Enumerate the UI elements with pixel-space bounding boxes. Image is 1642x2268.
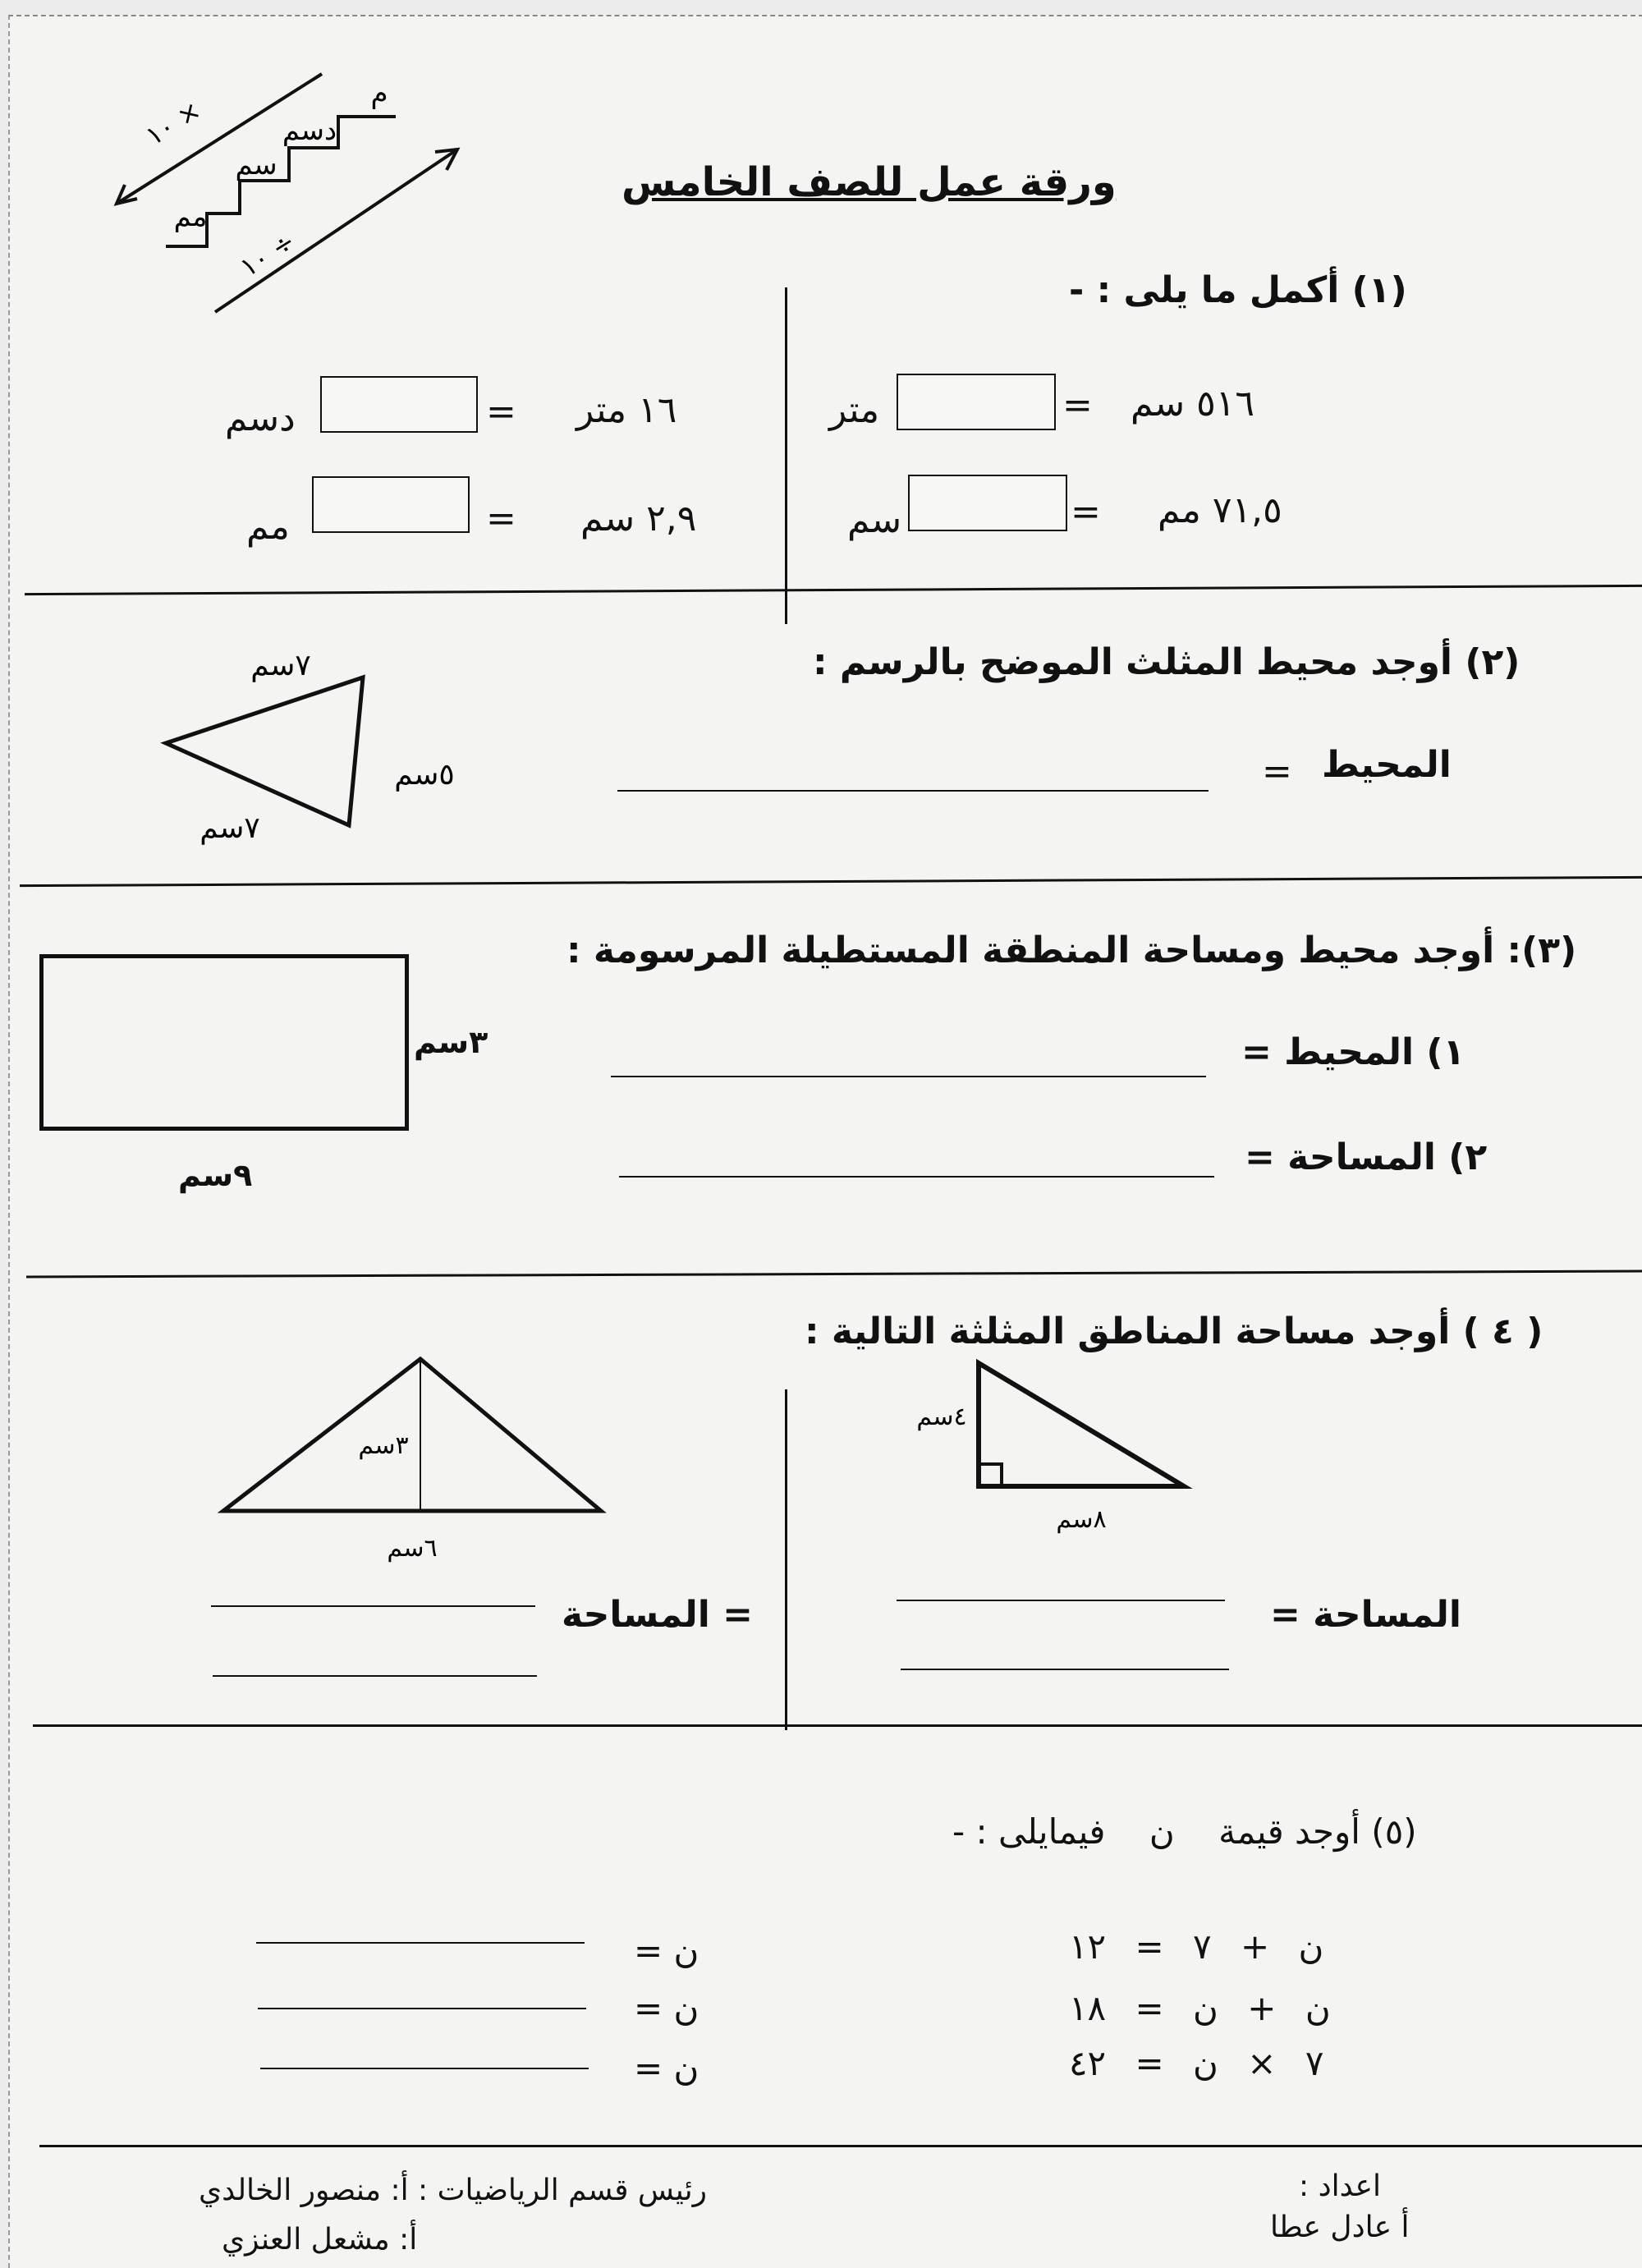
q1-item1-equals: =: [1062, 384, 1093, 426]
q5-heading-tail: فيمايلى : -: [952, 1811, 1106, 1852]
section-divider-3: [26, 1270, 1642, 1279]
q4-divider: [785, 1389, 787, 1730]
q3-rect-width-label: ٩سم: [178, 1157, 253, 1193]
multiply-label: × ١٠: [140, 94, 207, 152]
eq-term: ٧: [1193, 1926, 1212, 1967]
q5-answer3-line[interactable]: [260, 2068, 589, 2069]
unit-cm: سم: [235, 149, 277, 181]
q4-isosceles-triangle: [207, 1338, 634, 1563]
q1-item2-answer-box[interactable]: [908, 475, 1067, 531]
q5-heading-text: (٥) أوجد قيمة: [1218, 1811, 1417, 1852]
unit-dm: دسم: [282, 114, 337, 147]
section-divider-5: [39, 2145, 1642, 2147]
q1-item3-answer-box[interactable]: [320, 376, 478, 433]
q2-side-top: ٧سم: [250, 649, 311, 682]
q5-heading: [952, 1811, 1417, 1852]
page-title: ورقة عمل للصف الخامس: [621, 159, 1117, 205]
q4-right-base-label: ٨سم: [1056, 1505, 1107, 1534]
q3-perimeter-label: ١) المحيط =: [1241, 1031, 1465, 1073]
q1-item1-value: ٥١٦ سم: [1131, 383, 1255, 425]
eq-result: ٤٢: [1069, 2043, 1107, 2083]
q5-answer2-line[interactable]: [258, 2008, 586, 2009]
eq-op: ×: [1247, 2043, 1277, 2083]
q1-item1-answer-box[interactable]: [897, 374, 1056, 430]
q3-rect-height-label: ٣سم: [414, 1024, 488, 1060]
q5-variable: ن: [1149, 1811, 1175, 1852]
eq-equals: =: [1135, 1926, 1164, 1967]
q2-side-bottom: ٧سم: [200, 811, 260, 845]
q1-item4-answer-box[interactable]: [312, 476, 470, 533]
eq-result: ١٢: [1069, 1926, 1107, 1967]
eq-result: ١٨: [1069, 1988, 1107, 2028]
q5-answer3-label: ن =: [634, 2048, 699, 2088]
q4-left-area-label: = المساحة: [562, 1594, 753, 1636]
q4-right-answer-line-2[interactable]: [901, 1669, 1229, 1670]
section-divider-2: [20, 876, 1642, 887]
q1-item3-unit: دسم: [225, 397, 296, 439]
section-divider-1: [25, 585, 1642, 595]
eq-term: ٧: [1305, 2043, 1324, 2083]
q4-heading: ( ٤ ) أوجد مساحة المناطق المثلثة التالية :: [805, 1311, 1543, 1352]
q1-item4-unit: مم: [246, 506, 290, 548]
section-divider-4: [33, 1724, 1642, 1727]
q1-item4-value: ٢,٩ سم: [580, 498, 697, 539]
q3-heading: (٣): أوجد محيط ومساحة المنطقة المستطيلة المرسومة :: [566, 930, 1577, 971]
q5-eq2: [1069, 1988, 1331, 2028]
unit-mm: مم: [173, 200, 208, 233]
q3-area-label: ٢) المساحة =: [1245, 1136, 1488, 1178]
q3-area-answer-line[interactable]: [619, 1176, 1214, 1178]
q2-triangle: [141, 640, 552, 862]
q5-eq3: [1069, 2043, 1324, 2083]
worksheet-page: [8, 15, 1642, 2268]
footer-prepared-by-label: اعداد :: [1299, 2169, 1381, 2203]
q3-rectangle: [39, 954, 409, 1131]
eq-term: ن: [1193, 1988, 1218, 2028]
q1-item3-equals: =: [486, 391, 516, 433]
q5-answer2-label: ن =: [634, 1988, 699, 2028]
q1-item4-equals: =: [486, 498, 516, 539]
q4-right-triangle: [905, 1347, 1200, 1536]
footer-head-of-dept: رئيس قسم الرياضيات : أ: منصور الخالدي: [199, 2174, 708, 2207]
q2-perimeter-label: المحيط: [1322, 744, 1452, 786]
unit-conversion-diagram: [92, 57, 552, 320]
divide-label: ÷ ١٠: [234, 225, 301, 283]
q4-iso-height-label: ٣سم: [358, 1431, 409, 1460]
eq-equals: =: [1135, 2043, 1164, 2083]
q5-answer1-line[interactable]: [256, 1942, 585, 1944]
q4-right-area-label: المساحة =: [1270, 1594, 1461, 1636]
q1-heading: (١) أكمل ما يلى : -: [1069, 269, 1407, 311]
q1-item3-value: ١٦ متر: [576, 389, 677, 431]
q4-right-height-label: ٤سم: [916, 1403, 967, 1431]
q1-divider: [785, 287, 787, 624]
q2-equals: =: [1262, 751, 1292, 792]
eq-term: ن: [1298, 1926, 1324, 1967]
q1-item2-value: ٧١,٥ مم: [1158, 489, 1282, 531]
eq-op: +: [1240, 1926, 1270, 1967]
q5-answer1-label: ن =: [634, 1931, 699, 1971]
q2-answer-line[interactable]: [617, 790, 1209, 792]
q4-left-answer-line-1[interactable]: [211, 1605, 535, 1607]
q3-perimeter-answer-line[interactable]: [611, 1076, 1206, 1077]
footer-prepared-by-name: أ عادل عطا: [1270, 2211, 1410, 2244]
eq-term: ن: [1305, 1988, 1331, 2028]
q2-heading: (٢) أوجد محيط المثلث الموضح بالرسم :: [813, 641, 1520, 683]
q4-iso-base-label: ٦سم: [387, 1534, 438, 1563]
q1-item2-equals: =: [1071, 491, 1101, 533]
footer-second-teacher: أ: مشعل العنزي: [222, 2223, 418, 2257]
eq-equals: =: [1135, 1988, 1164, 2028]
q1-item1-unit: متر: [829, 389, 880, 431]
q4-right-answer-line-1[interactable]: [897, 1600, 1225, 1601]
eq-op: +: [1247, 1988, 1277, 2028]
q4-left-answer-line-2[interactable]: [213, 1675, 537, 1677]
unit-m: م: [370, 77, 388, 110]
q2-side-right: ٥سم: [394, 758, 455, 792]
eq-term: ن: [1193, 2043, 1218, 2083]
q1-item2-unit: سم: [847, 499, 902, 541]
q5-eq1: [1069, 1926, 1324, 1967]
